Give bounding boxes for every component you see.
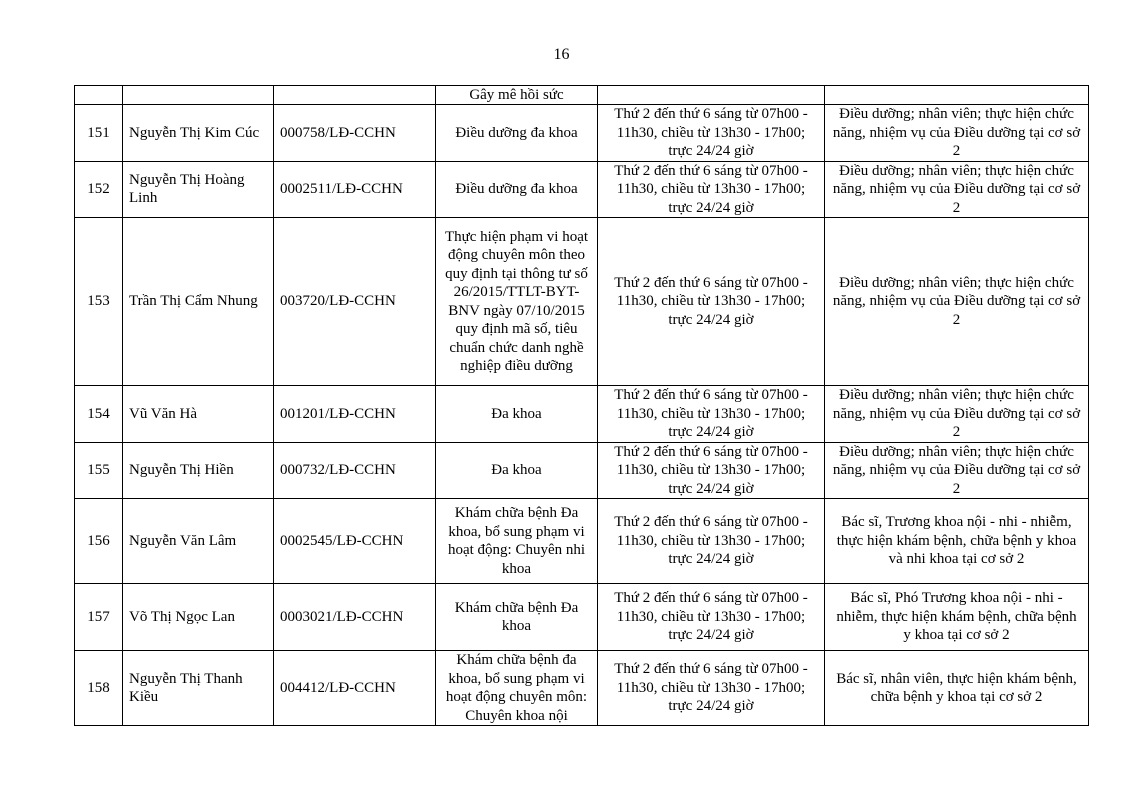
table-row [75, 499, 1089, 584]
table-row-continuation [75, 86, 1089, 105]
time-cell: Thứ 2 đến thứ 6 sáng từ 07h00 - 11h30, chiều từ 13h30 - 17h00; trực 24/24 giờ [598, 161, 825, 218]
cert-cell: 004412/LĐ-CCHN [274, 651, 436, 726]
scope-cell: Thực hiện phạm vi hoạt động chuyên môn theo quy định tại thông tư số 26/2015/TTLT-BYT-BNV ngày 07/10/2015 quy định mã số, tiêu chuẩn chức danh nghề nghiệp điều dưỡng [436, 218, 598, 386]
stt-cell: 154 [75, 386, 123, 443]
stt-cell [75, 86, 123, 105]
table-row [75, 105, 1089, 162]
scope-cell: Đa khoa [436, 442, 598, 499]
table-row [75, 386, 1089, 443]
scope-cell: Điều dưỡng đa khoa [436, 105, 598, 162]
time-cell: Thứ 2 đến thứ 6 sáng từ 07h00 - 11h30, chiều từ 13h30 - 17h00; trực 24/24 giờ [598, 651, 825, 726]
table-row [75, 161, 1089, 218]
time-cell [598, 86, 825, 105]
cert-cell: 0002545/LĐ-CCHN [274, 499, 436, 584]
time-cell: Thứ 2 đến thứ 6 sáng từ 07h00 - 11h30, chiều từ 13h30 - 17h00; trực 24/24 giờ [598, 442, 825, 499]
stt-cell: 157 [75, 584, 123, 651]
name-cell: Vũ Văn Hà [123, 386, 274, 443]
table-row [75, 651, 1089, 726]
stt-cell: 152 [75, 161, 123, 218]
stt-cell: 158 [75, 651, 123, 726]
cert-cell [274, 86, 436, 105]
time-cell: Thứ 2 đến thứ 6 sáng từ 07h00 - 11h30, chiều từ 13h30 - 17h00; trực 24/24 giờ [598, 584, 825, 651]
name-cell: Nguyễn Thị Hoàng Linh [123, 161, 274, 218]
name-cell: Nguyễn Văn Lâm [123, 499, 274, 584]
scope-cell: Khám chữa bệnh Đa khoa [436, 584, 598, 651]
position-cell: Điều dưỡng; nhân viên; thực hiện chức năng, nhiệm vụ của Điều dưỡng tại cơ sở 2 [825, 161, 1089, 218]
page-number: 16 [553, 46, 570, 63]
name-cell: Nguyễn Thị Kim Cúc [123, 105, 274, 162]
table-row [75, 584, 1089, 651]
scope-cell: Gây mê hồi sức [436, 86, 598, 105]
stt-cell: 151 [75, 105, 123, 162]
position-cell: Điều dưỡng; nhân viên; thực hiện chức năng, nhiệm vụ của Điều dưỡng tại cơ sở 2 [825, 105, 1089, 162]
name-cell: Nguyễn Thị Hiền [123, 442, 274, 499]
time-cell: Thứ 2 đến thứ 6 sáng từ 07h00 - 11h30, chiều từ 13h30 - 17h00; trực 24/24 giờ [598, 386, 825, 443]
position-cell: Điều dưỡng; nhân viên; thực hiện chức năng, nhiệm vụ của Điều dưỡng tại cơ sở 2 [825, 386, 1089, 443]
time-cell: Thứ 2 đến thứ 6 sáng từ 07h00 - 11h30, chiều từ 13h30 - 17h00; trực 24/24 giờ [598, 499, 825, 584]
time-cell: Thứ 2 đến thứ 6 sáng từ 07h00 - 11h30, chiều từ 13h30 - 17h00; trực 24/24 giờ [598, 218, 825, 386]
cert-cell: 000758/LĐ-CCHN [274, 105, 436, 162]
stt-cell: 156 [75, 499, 123, 584]
position-cell: Điều dưỡng; nhân viên; thực hiện chức năng, nhiệm vụ của Điều dưỡng tại cơ sở 2 [825, 218, 1089, 386]
position-cell: Bác sĩ, Trương khoa nội - nhi - nhiễm, thực hiện khám bệnh, chữa bệnh y khoa và nhi khoa tại cơ sở 2 [825, 499, 1089, 584]
position-cell [825, 86, 1089, 105]
scope-cell: Đa khoa [436, 386, 598, 443]
position-cell: Điều dưỡng; nhân viên; thực hiện chức năng, nhiệm vụ của Điều dưỡng tại cơ sở 2 [825, 442, 1089, 499]
scope-cell: Khám chữa bệnh Đa khoa, bổ sung phạm vi hoạt động: Chuyên nhi khoa [436, 499, 598, 584]
cert-cell: 0002511/LĐ-CCHN [274, 161, 436, 218]
cert-cell: 0003021/LĐ-CCHN [274, 584, 436, 651]
stt-cell: 153 [75, 218, 123, 386]
scope-cell: Khám chữa bệnh đa khoa, bổ sung phạm vi hoạt động chuyên môn: Chuyên khoa nội [436, 651, 598, 726]
stt-cell: 155 [75, 442, 123, 499]
name-cell: Trần Thị Cẩm Nhung [123, 218, 274, 386]
scope-cell: Điều dưỡng đa khoa [436, 161, 598, 218]
name-cell: Võ Thị Ngọc Lan [123, 584, 274, 651]
name-cell [123, 86, 274, 105]
cert-cell: 003720/LĐ-CCHN [274, 218, 436, 386]
name-cell: Nguyễn Thị Thanh Kiều [123, 651, 274, 726]
table-row [75, 218, 1089, 386]
staff-table [74, 85, 1089, 726]
table-row [75, 442, 1089, 499]
cert-cell: 000732/LĐ-CCHN [274, 442, 436, 499]
position-cell: Bác sĩ, nhân viên, thực hiện khám bệnh, chữa bệnh y khoa tại cơ sở 2 [825, 651, 1089, 726]
position-cell: Bác sĩ, Phó Trương khoa nội - nhi - nhiễm, thực hiện khám bệnh, chữa bệnh y khoa tại cơ sở 2 [825, 584, 1089, 651]
time-cell: Thứ 2 đến thứ 6 sáng từ 07h00 - 11h30, chiều từ 13h30 - 17h00; trực 24/24 giờ [598, 105, 825, 162]
cert-cell: 001201/LĐ-CCHN [274, 386, 436, 443]
